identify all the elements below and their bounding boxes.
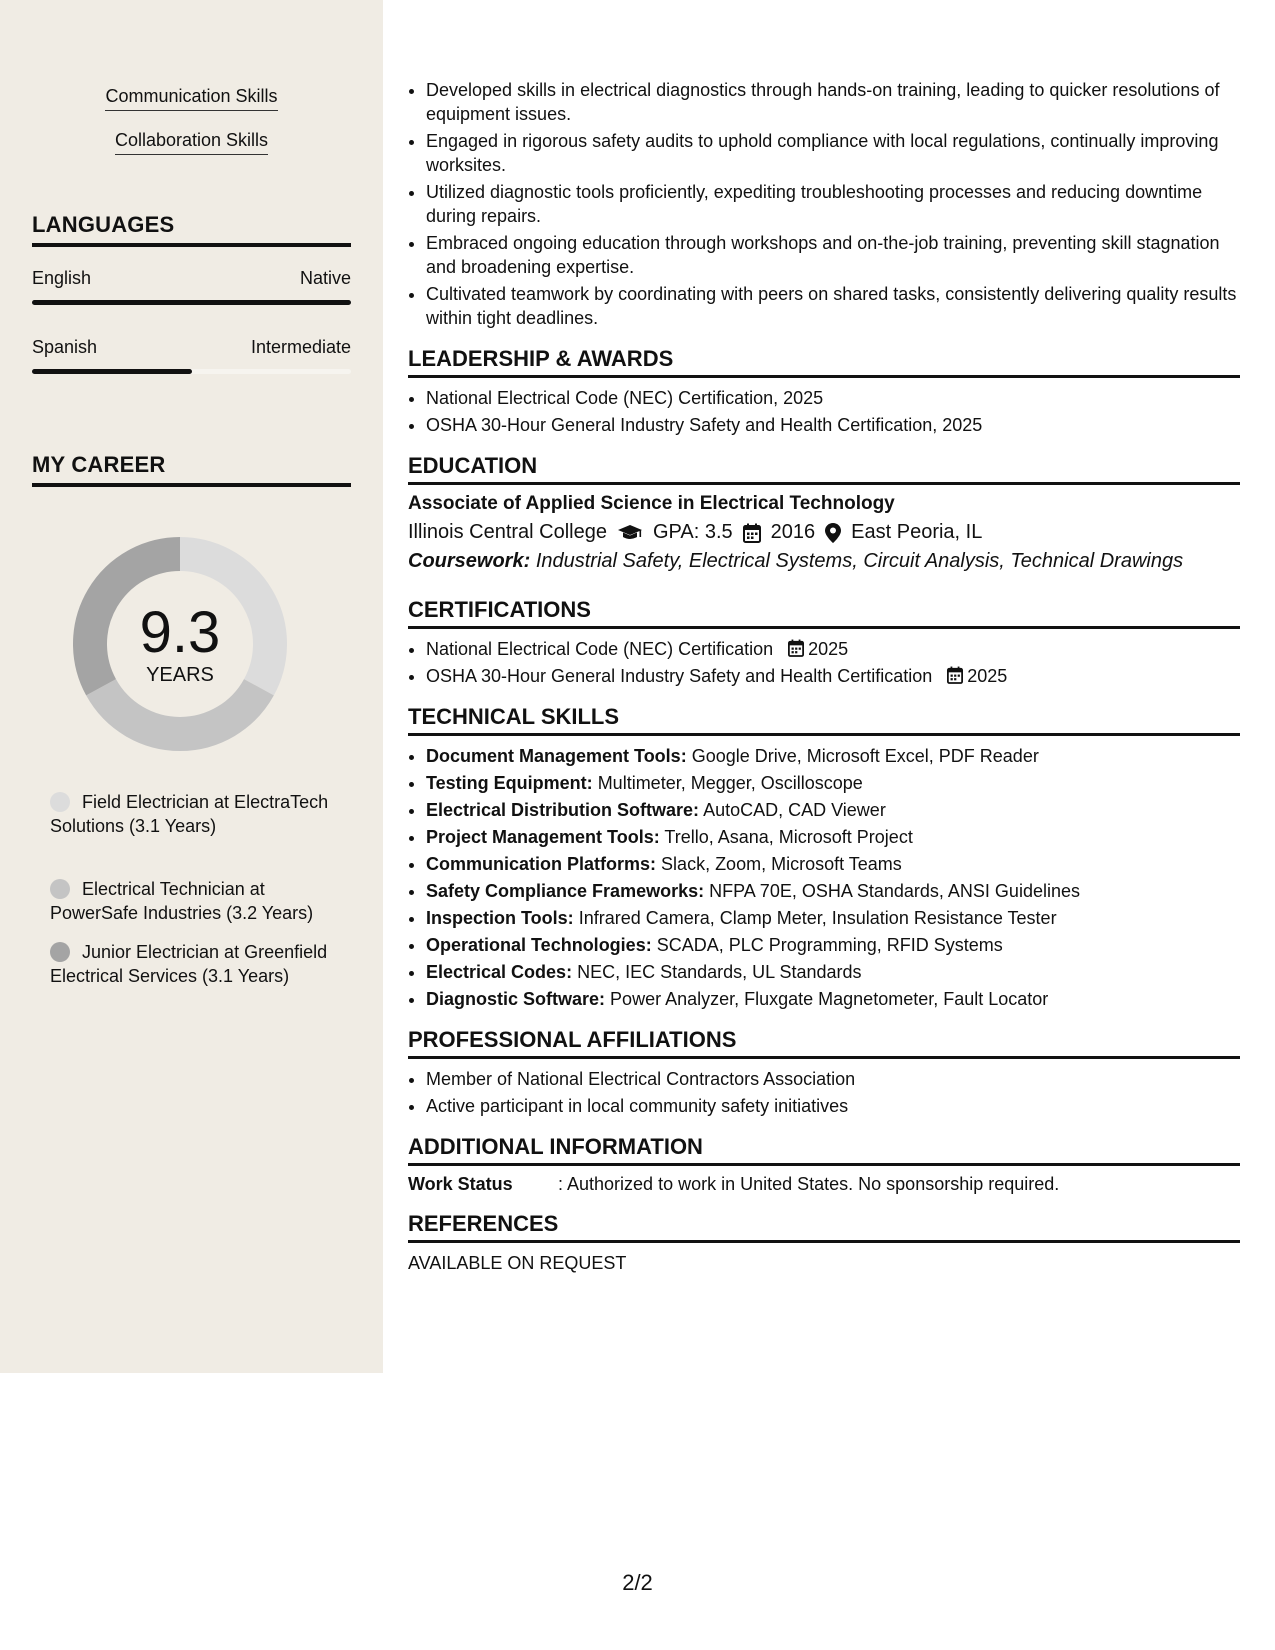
certification-item: [426, 664, 1240, 688]
education-gpa: GPA: 3.5: [652, 521, 733, 543]
sidebar: [0, 0, 383, 1373]
certification-year: 2025: [967, 666, 1008, 686]
career-heading: MY CAREER: [32, 452, 351, 487]
skill-category: Document Management Tools:: [426, 746, 687, 766]
career-item-label: Field Electrician at ElectraTech Solutions (3.1 Years): [50, 792, 329, 836]
technical-skills-heading: TECHNICAL SKILLS: [408, 704, 1240, 736]
skill-category: Operational Technologies:: [426, 935, 652, 955]
affiliation-item: • Active participant in local community safety initiatives: [426, 1094, 1240, 1118]
experience-bullets: [408, 78, 1240, 330]
career-legend-item: [50, 790, 340, 838]
references-text: AVAILABLE ON REQUEST: [408, 1253, 627, 1273]
technical-skills-list: [408, 744, 1240, 1011]
main-content: [408, 78, 1240, 1274]
legend-dot: [50, 942, 70, 962]
certification-item: [426, 637, 1240, 661]
education-meta: [408, 521, 1240, 544]
language-name: English: [32, 268, 92, 288]
certifications-heading: CERTIFICATIONS: [408, 597, 1240, 629]
affiliations-list: [408, 1067, 1240, 1118]
donut-segment: [101, 687, 259, 734]
education-coursework: [408, 550, 1240, 573]
technical-skill: [426, 744, 1240, 768]
skill-category: Communication Platforms:: [426, 854, 657, 874]
coursework-value: Industrial Safety, Electrical Systems, Circuit Analysis, Technical Drawings: [535, 550, 1184, 572]
technical-skill: [426, 825, 1240, 849]
calendar-icon: [788, 639, 804, 657]
technical-skill: [426, 933, 1240, 957]
education-year: 2016: [770, 521, 816, 543]
skill-values: AutoCAD, CAD Viewer: [703, 800, 886, 820]
technical-skill: [426, 771, 1240, 795]
experience-bullet: • Developed skills in electrical diagnostics through hands-on training, leading to quicker resolutions of equipment issues.: [426, 78, 1240, 126]
experience-bullet: • Embraced ongoing education through workshops and on-the-job training, preventing skill stagnation and broadening expertise.: [426, 231, 1240, 279]
education-degree: Associate of Applied Science in Electrical Technology: [408, 493, 895, 514]
certifications-list: [408, 637, 1240, 688]
work-status: [408, 1174, 1240, 1195]
work-status-value: : Authorized to work in United States. No sponsorship required.: [558, 1174, 1060, 1194]
legend-dot: [50, 879, 70, 899]
leadership-item: • National Electrical Code (NEC) Certification, 2025: [426, 386, 1240, 410]
skill-values: Multimeter, Megger, Oscilloscope: [597, 773, 863, 793]
skill-category: Electrical Distribution Software:: [426, 800, 700, 820]
skill-values: Infrared Camera, Clamp Meter, Insulation Resistance Tester: [578, 908, 1057, 928]
leadership-heading: LEADERSHIP & AWARDS: [408, 346, 1240, 378]
skill-values: Trello, Asana, Microsoft Project: [664, 827, 913, 847]
experience-bullet: • Engaged in rigorous safety audits to uphold compliance with local regulations, continually improving worksites.: [426, 129, 1240, 177]
experience-bullet: • Cultivated teamwork by coordinating with peers on shared tasks, consistently delivering quality results within tight deadlines.: [426, 282, 1240, 330]
career-item-label: Junior Electrician at Greenfield Electrical Services (3.1 Years): [50, 942, 328, 986]
work-status-label: Work Status: [408, 1174, 513, 1194]
career-total: 9.3: [139, 600, 221, 665]
career-donut-chart: [64, 528, 296, 760]
skill-values: NEC, IEC Standards, UL Standards: [577, 962, 862, 982]
education-heading: EDUCATION: [408, 453, 1240, 485]
language-name: Spanish: [32, 337, 98, 357]
affiliations-heading: PROFESSIONAL AFFILIATIONS: [408, 1027, 1240, 1059]
leadership-item: • OSHA 30-Hour General Industry Safety and Health Certification, 2025: [426, 413, 1240, 437]
language-english: [32, 268, 351, 289]
skill-values: SCADA, PLC Programming, RFID Systems: [656, 935, 1003, 955]
skill-category: Project Management Tools:: [426, 827, 660, 847]
skill-category: Inspection Tools:: [426, 908, 574, 928]
certification-year: 2025: [808, 639, 849, 659]
affiliation-item: • Member of National Electrical Contractors Association: [426, 1067, 1240, 1091]
languages-heading: LANGUAGES: [32, 212, 351, 247]
skill-values: Power Analyzer, Fluxgate Magnetometer, Fault Locator: [610, 989, 1049, 1009]
career-legend-item: [50, 940, 340, 988]
certification-name: OSHA 30-Hour General Industry Safety and Health Certification: [426, 666, 933, 686]
experience-bullet: • Utilized diagnostic tools proficiently, expediting troubleshooting processes and reducing downtime during repairs.: [426, 180, 1240, 228]
skill-tag: Communication Skills: [105, 86, 277, 111]
education-location: East Peoria, IL: [851, 521, 983, 543]
education-school: Illinois Central College: [408, 521, 607, 543]
career-unit: YEARS: [146, 664, 214, 686]
technical-skill: [426, 879, 1240, 903]
skill-values: Slack, Zoom, Microsoft Teams: [661, 854, 902, 874]
map-pin-icon: [825, 523, 841, 543]
language-bar-fill: [32, 369, 192, 374]
coursework-label: Coursework:: [408, 550, 531, 572]
calendar-icon: [743, 523, 761, 543]
language-spanish: [32, 337, 351, 358]
career-legend-item: [50, 877, 340, 925]
technical-skill: [426, 987, 1240, 1011]
technical-skill: [426, 852, 1240, 876]
skill-tag: Collaboration Skills: [115, 130, 268, 155]
skill-category: Testing Equipment:: [426, 773, 593, 793]
skill-category: Diagnostic Software:: [426, 989, 606, 1009]
certification-name: National Electrical Code (NEC) Certification: [426, 639, 774, 659]
career-item-label: Electrical Technician at PowerSafe Industries (3.2 Years): [50, 879, 314, 923]
technical-skill: [426, 798, 1240, 822]
language-bar-english: [32, 300, 351, 305]
skill-values: NFPA 70E, OSHA Standards, ANSI Guidelines: [709, 881, 1080, 901]
skill-category: Safety Compliance Frameworks:: [426, 881, 705, 901]
calendar-icon: [947, 666, 963, 684]
skill-category: Electrical Codes:: [426, 962, 573, 982]
legend-dot: [50, 792, 70, 812]
language-level: Intermediate: [250, 337, 351, 357]
skill-values: Google Drive, Microsoft Excel, PDF Reader: [691, 746, 1039, 766]
skill-tags: [0, 86, 383, 174]
language-bar-spanish: [32, 369, 351, 374]
additional-info-heading: ADDITIONAL INFORMATION: [408, 1134, 1240, 1166]
technical-skill: [426, 960, 1240, 984]
language-bar-fill: [32, 300, 351, 305]
technical-skill: [426, 906, 1240, 930]
page-number: 2/2: [622, 1570, 653, 1595]
graduation-cap-icon: [617, 524, 643, 542]
leadership-list: [408, 386, 1240, 437]
language-level: Native: [299, 268, 351, 288]
references-heading: REFERENCES: [408, 1211, 1240, 1243]
